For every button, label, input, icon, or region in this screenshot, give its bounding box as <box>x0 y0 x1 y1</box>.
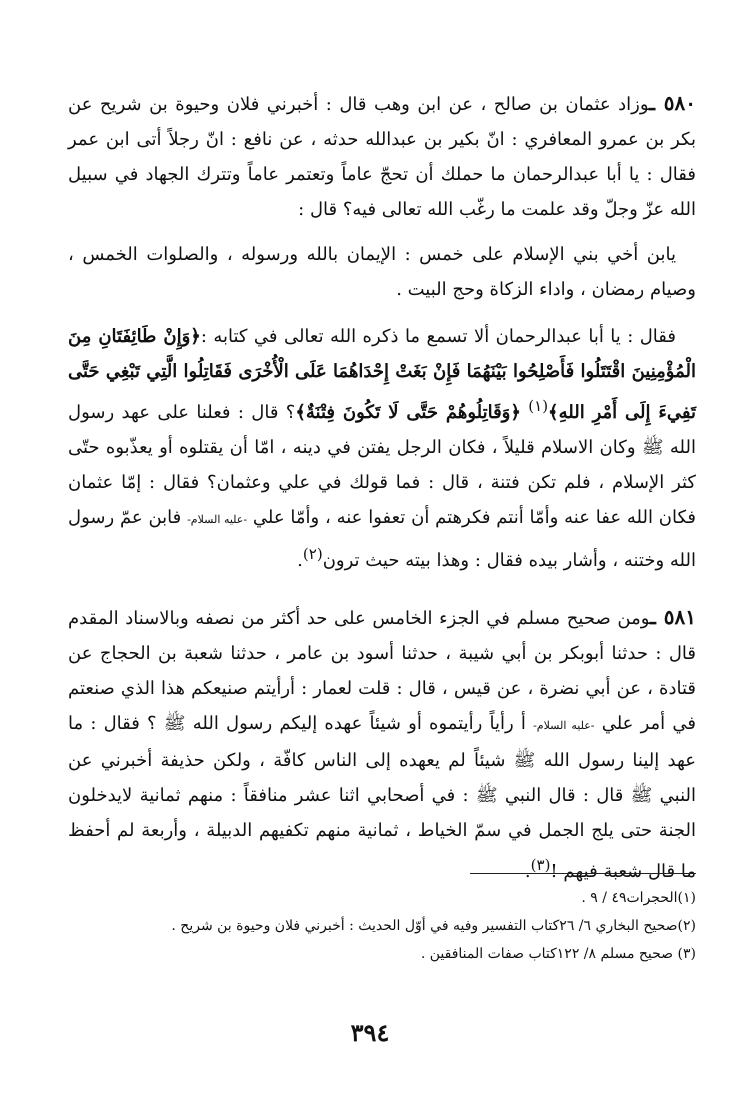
footnote-3: (٣) صحيح مسلم ٨/ ١٢٢كتاب صفات المنافقين . <box>420 946 696 962</box>
hadith-581-text-1: ومن صحيح مسلم في الجزء الخامس على حد أكثر من نصفه وبالاسناد المقدم قال : حدثنا أبوبكر بن أبي شيبة ، حدثنا أسود بن عامر ، حدثنا شعبة بن الحجاج عن قتادة ، عن أبي نضرة ، عن قيس ، قال : قلت لعمار : أرأيتم صنيعكم هذا الذي صنعتم في أمر علي <box>68 608 696 734</box>
honorific-1: -عليه السلام- <box>187 513 248 526</box>
hadith-580-intro <box>68 86 696 227</box>
footnote-ref-2: (٢) <box>302 545 323 563</box>
honorific-2: -عليه السلام- <box>533 719 595 732</box>
hadith-number-581: ٥٨١ ـ <box>650 605 696 629</box>
hadith-581-text-2: أ رأياً رأيتموه أو شيئاً عهده إليكم رسول الله ﷺ ؟ فقال : ما عهد إلينا رسول الله ﷺ شيئاً لم يعهده إلى الناس كافّة ، ولكن حذيفة أخبرني عن النبي ﷺ قال : قال النبي ﷺ : في أصحابي اثنا عشر منافقاً : منهم ثمانية لايدخلون الجنة حتى يلج الجمل في سمّ الخياط ، ثمانية منهم تكفيهم الدبيلة ، وأربعة لم أحفظ ما قال شعبة فيهم ! <box>68 713 696 882</box>
page-number: ٣٩٤ <box>350 1018 390 1047</box>
hadith-581 <box>68 600 696 889</box>
hadith-580-answer: يابن أخي بني الإسلام على خمس : الإيمان بالله ورسوله ، والصلوات الخمس ، وصيام رمضان ، واداء الزكاة وحج البيت . <box>68 244 696 300</box>
hadith-580-intro-text: وزاد عثمان بن صالح ، عن ابن وهب قال : أخبرني فلان وحيوة بن شريح عن بكر بن عمرو المعافري : انّ بكير بن عبدالله حدثه ، عن نافع : انّ رجلاً أتى ابن عمر فقال : يا أبا عبدالرحمان ما حملك أن تحجّ عاماً وتعتمر عاماً وتترك الجهاد في سبيل الله عزّ وجلّ وقد علمت ما رغّب الله تعالى فيه؟ قال : <box>68 94 696 220</box>
quran-verse-2: ﴿وَقَاتِلُوهُمْ حَتَّى لَا تَكُونَ فِتْنَةٌ﴾ <box>295 402 521 423</box>
main-text <box>68 86 696 889</box>
footnotes <box>68 885 696 969</box>
response-text-2: فابن عمّ رسول الله وختنه ، وأشار بيده فقال : وهذا بيته حيث ترون <box>68 507 696 571</box>
footnote-1: (١)الحجرات٤٩ / ٩ . <box>581 890 696 906</box>
response-text-1: ؟ قال : فعلنا على عهد رسول الله ﷺ وكان الاسلام قليلاً ، فكان الرجل يفتن في دينه ، امّا أن يقتلوه أو يعذّبوه حتّى كثر الإسلام ، فلم تكن فتنة ، قال : فما قولك في علي وعثمان؟ فقال : إمّا عثمان فكان الله عفا عنه وأمّا أنتم فكرهتم أن تعفوا عنه ، وأمّا علي <box>68 402 696 528</box>
footnote-separator <box>470 873 696 874</box>
response-end: . <box>297 550 303 571</box>
question-text: فقال : يا أبا عبدالرحمان ألا تسمع ما ذكره الله تعالى في كتابه : <box>200 326 677 347</box>
footnote-ref-1: (١) <box>528 397 549 415</box>
hadith-580-dialogue <box>68 319 696 578</box>
hadith-number-580: ٥٨٠ ـ <box>649 91 696 115</box>
footnote-2: (٢)صحيح البخاري ٦/ ٢٦كتاب التفسير وفيه في أوّل الحديث : أخبرني فلان وحيوة بن شريح . <box>171 918 696 934</box>
footnote-ref-3: (٣) <box>530 856 551 874</box>
hadith-581-end: . <box>524 861 531 882</box>
quran-verse-1: ﴿وَإِنْ طَائِفَتَانِ مِنَ الْمُؤْمِنِينَ اقْتَتَلُوا فَأَصْلِحُوا بَيْنَهُمَا فَإِنْ بَغَتْ إِحْدَاهُمَا عَلَى الْأُخْرَى فَقَاتِلُوا الَّتِي تَبْغِي حَتَّى تَفِيءَ إِلَى أَمْرِ اللهِ﴾ <box>68 326 696 423</box>
